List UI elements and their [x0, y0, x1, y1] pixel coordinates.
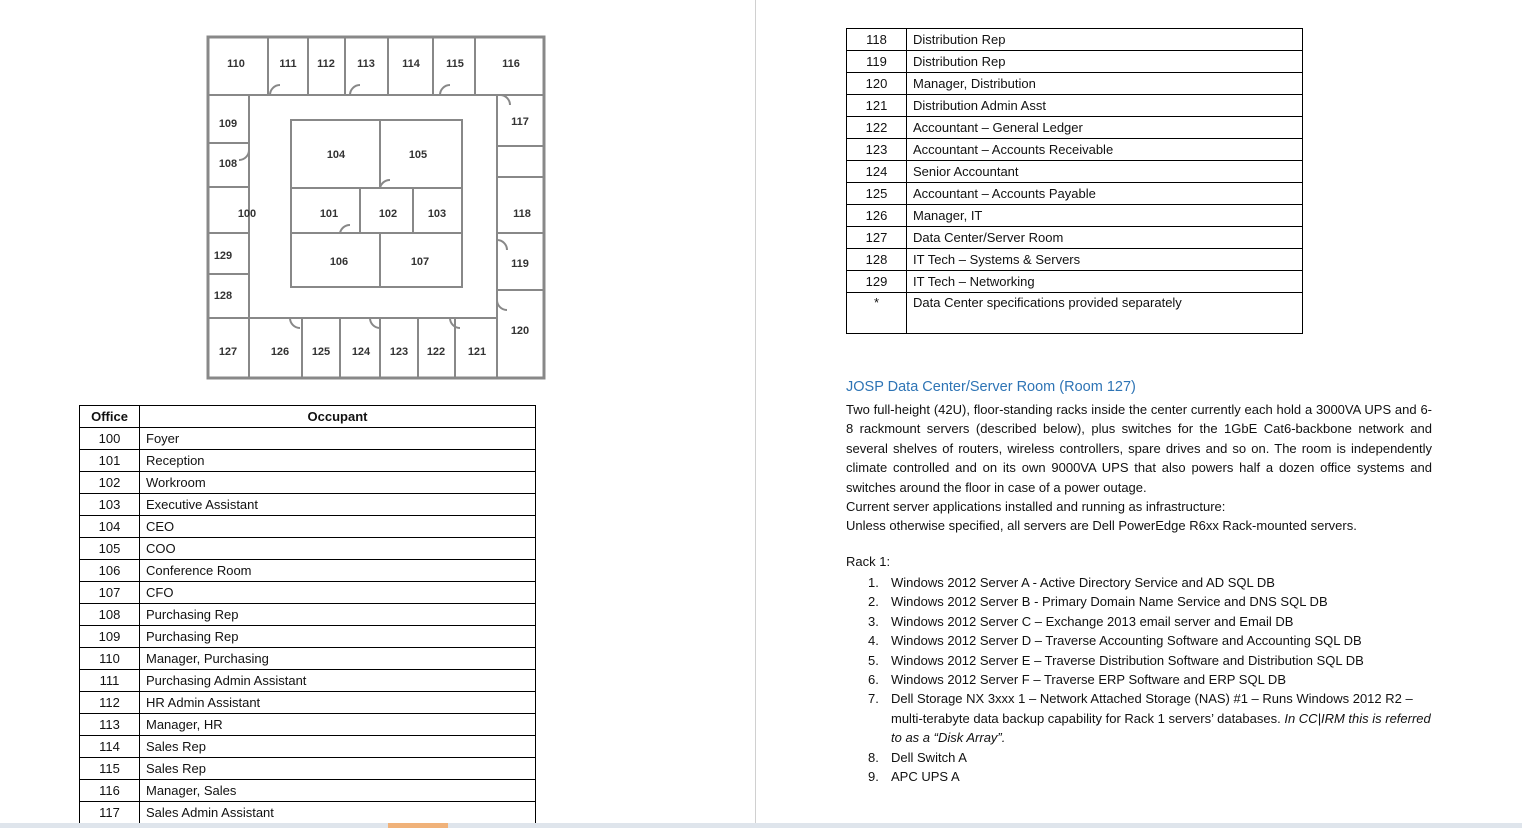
- rack-item-number: 7.: [868, 691, 879, 707]
- office-occupant: Manager, HR: [140, 714, 536, 736]
- table-row: [847, 293, 1303, 334]
- table-row: [80, 648, 536, 670]
- table-row: [80, 560, 536, 582]
- office-occupant: Accountant – General Ledger: [907, 117, 1303, 139]
- office-number: 102: [80, 472, 140, 494]
- rack-item-text: Windows 2012 Server B - Primary Domain Name Service and DNS SQL DB: [891, 594, 1328, 610]
- office-occupant: Data Center/Server Room: [907, 227, 1303, 249]
- office-occupant: Manager, Distribution: [907, 73, 1303, 95]
- office-occupant: Sales Rep: [140, 736, 536, 758]
- table-row: [80, 802, 536, 824]
- office-occupant: IT Tech – Networking: [907, 271, 1303, 293]
- rack-item-text: Windows 2012 Server E – Traverse Distribution Software and Distribution SQL DB: [891, 652, 1364, 668]
- rack-item-note: In CC|IRM this is referred to as a “Disk Array”.: [891, 710, 1431, 746]
- data-center-heading: JOSP Data Center/Server Room (Room 127): [846, 379, 1136, 395]
- rack-item-number: 1.: [868, 575, 879, 590]
- svg-text:118: 118: [513, 208, 531, 220]
- office-occupant: Manager, Purchasing: [140, 648, 536, 670]
- rack-item: [846, 592, 1432, 611]
- office-occupant-table-continued: [846, 28, 1303, 334]
- office-occupant: Accountant – Accounts Receivable: [907, 139, 1303, 161]
- office-occupant: COO: [140, 538, 536, 560]
- page-divider: [755, 0, 756, 828]
- office-occupant: Workroom: [140, 472, 536, 494]
- svg-text:125: 125: [311, 346, 331, 358]
- svg-text:115: 115: [446, 58, 464, 70]
- svg-text:104: 104: [326, 149, 346, 161]
- office-occupant: Sales Rep: [140, 758, 536, 780]
- rack-item-text: APC UPS A: [891, 769, 960, 785]
- office-number: 124: [847, 161, 907, 183]
- office-number: 106: [80, 560, 140, 582]
- rack-item-list: [846, 573, 1432, 786]
- office-number: 120: [847, 73, 907, 95]
- svg-text:122: 122: [426, 346, 446, 358]
- svg-text:129: 129: [213, 250, 233, 262]
- svg-text:113: 113: [357, 58, 375, 70]
- column-header-office: Office: [80, 406, 140, 428]
- floor-plan: [205, 35, 546, 380]
- office-occupant: Manager, Sales: [140, 780, 536, 802]
- svg-text:100: 100: [237, 208, 257, 220]
- svg-text:109: 109: [218, 118, 238, 130]
- window-bottom-bar: [0, 823, 1522, 828]
- office-occupant: Data Center specifications provided separately: [907, 293, 1303, 334]
- office-number: 122: [847, 117, 907, 139]
- data-center-description: [846, 400, 1432, 536]
- office-occupant: IT Tech – Systems & Servers: [907, 249, 1303, 271]
- office-number: 129: [847, 271, 907, 293]
- rack-item: [846, 631, 1432, 650]
- rack-item-text: Dell Storage NX 3xxx 1 – Network Attached Storage (NAS) #1 – Runs Windows 2012 R2 – multi-terabyte data backup capability for Rack 1 servers’ databases.: [891, 691, 1413, 726]
- office-number: 125: [847, 183, 907, 205]
- svg-text:110: 110: [227, 58, 245, 70]
- svg-text:124: 124: [351, 346, 371, 358]
- table-header-row: [80, 406, 536, 428]
- office-occupant: Conference Room: [140, 560, 536, 582]
- svg-text:114: 114: [402, 58, 420, 70]
- rack-item-text: Windows 2012 Server C – Exchange 2013 email server and Email DB: [891, 613, 1294, 629]
- svg-text:128: 128: [213, 290, 233, 302]
- table-row: [847, 117, 1303, 139]
- rack-item: [846, 573, 1432, 592]
- svg-text:111: 111: [279, 58, 297, 70]
- table-row: [80, 472, 536, 494]
- table-row: [80, 428, 536, 450]
- table-row: [847, 205, 1303, 227]
- office-number: 126: [847, 205, 907, 227]
- svg-text:116: 116: [502, 58, 520, 70]
- table-row: [847, 95, 1303, 117]
- rack-item: [846, 670, 1432, 689]
- table-row: [847, 73, 1303, 95]
- office-number: 101: [80, 450, 140, 472]
- office-number: 103: [80, 494, 140, 516]
- office-number: 110: [80, 648, 140, 670]
- office-occupant: Distribution Admin Asst: [907, 95, 1303, 117]
- table-row: [847, 29, 1303, 51]
- table-row: [847, 227, 1303, 249]
- rack-item-number: 4.: [868, 633, 879, 649]
- rack-item-number: 9.: [868, 769, 879, 785]
- servers-default-line: Unless otherwise specified, all servers are Dell PowerEdge R6xx Rack-mounted servers.: [846, 518, 1357, 534]
- table-row: [847, 249, 1303, 271]
- rack-item-text: Windows 2012 Server D – Traverse Accounting Software and Accounting SQL DB: [891, 633, 1362, 649]
- office-number: 119: [847, 51, 907, 73]
- table-row: [80, 626, 536, 648]
- office-occupant: Distribution Rep: [907, 29, 1303, 51]
- table-row: [80, 604, 536, 626]
- svg-text:121: 121: [467, 346, 487, 358]
- office-number: 108: [80, 604, 140, 626]
- rack-item-text: Windows 2012 Server A - Active Directory Service and AD SQL DB: [891, 575, 1275, 590]
- table-row: [847, 271, 1303, 293]
- office-occupant: CFO: [140, 582, 536, 604]
- office-occupant-table: [79, 405, 536, 824]
- office-number: 117: [80, 802, 140, 824]
- rack-title: Rack 1:: [846, 554, 891, 569]
- office-occupant: HR Admin Assistant: [140, 692, 536, 714]
- column-header-occupant: Occupant: [140, 406, 536, 428]
- svg-text:126: 126: [270, 346, 290, 358]
- svg-text:105: 105: [408, 149, 428, 161]
- table-row: [80, 582, 536, 604]
- server-apps-line: Current server applications installed and running as infrastructure:: [846, 499, 1226, 515]
- office-number: 123: [847, 139, 907, 161]
- rack-item-number: 8.: [868, 749, 879, 765]
- svg-text:107: 107: [410, 256, 430, 268]
- table-row: [80, 450, 536, 472]
- table-row: [847, 183, 1303, 205]
- table-row: [80, 714, 536, 736]
- table-row: [80, 692, 536, 714]
- svg-text:112: 112: [317, 58, 335, 70]
- office-number: 115: [80, 758, 140, 780]
- office-occupant: Foyer: [140, 428, 536, 450]
- rack-item: [846, 748, 1432, 767]
- rack-item: [846, 612, 1432, 631]
- office-number: 100: [80, 428, 140, 450]
- office-number: 111: [80, 670, 140, 692]
- svg-text:117: 117: [511, 116, 529, 128]
- svg-text:120: 120: [510, 325, 530, 337]
- rack-item: [846, 767, 1432, 786]
- svg-text:103: 103: [427, 208, 447, 220]
- table-row: [847, 139, 1303, 161]
- office-occupant: Executive Assistant: [140, 494, 536, 516]
- office-occupant: Purchasing Rep: [140, 626, 536, 648]
- table-row: [847, 51, 1303, 73]
- svg-text:101: 101: [319, 208, 339, 220]
- office-number: 127: [847, 227, 907, 249]
- office-occupant: Sales Admin Assistant: [140, 802, 536, 824]
- office-number: 109: [80, 626, 140, 648]
- office-number: 107: [80, 582, 140, 604]
- office-number: *: [847, 293, 907, 334]
- table-row: [80, 736, 536, 758]
- table-row: [80, 780, 536, 802]
- table-row: [80, 516, 536, 538]
- office-occupant: Senior Accountant: [907, 161, 1303, 183]
- svg-text:119: 119: [511, 258, 529, 270]
- office-occupant: Accountant – Accounts Payable: [907, 183, 1303, 205]
- office-occupant: Manager, IT: [907, 205, 1303, 227]
- office-number: 113: [80, 714, 140, 736]
- office-occupant: Purchasing Admin Assistant: [140, 670, 536, 692]
- rack-item-number: 6.: [868, 672, 879, 688]
- office-number: 112: [80, 692, 140, 714]
- office-occupant: CEO: [140, 516, 536, 538]
- office-occupant: Reception: [140, 450, 536, 472]
- office-number: 116: [80, 780, 140, 802]
- rack-item-text: Dell Switch A: [891, 749, 967, 765]
- svg-text:106: 106: [329, 256, 349, 268]
- rack-item-number: 3.: [868, 613, 879, 629]
- office-occupant: Distribution Rep: [907, 51, 1303, 73]
- rack-item: [846, 689, 1432, 747]
- rack-item: [846, 651, 1432, 670]
- table-row: [80, 494, 536, 516]
- office-number: 105: [80, 538, 140, 560]
- svg-text:102: 102: [378, 208, 398, 220]
- office-number: 118: [847, 29, 907, 51]
- rack-item-number: 5.: [868, 652, 879, 668]
- office-number: 128: [847, 249, 907, 271]
- office-occupant: Purchasing Rep: [140, 604, 536, 626]
- office-number: 114: [80, 736, 140, 758]
- data-center-paragraph: Two full-height (42U), floor-standing racks inside the center currently each hold a 3000VA UPS and 6-8 rackmount servers (described below), plus switches for the 1GbE Cat6-backbone network and several shelves of routers, wireless controllers, spare drives and so on. The room is independently climate controlled and on its own 9000VA UPS that also powers half a dozen office systems and switches around the floor in case of a power outage.: [846, 402, 1432, 495]
- table-row: [80, 758, 536, 780]
- svg-text:127: 127: [218, 346, 238, 358]
- table-row: [847, 161, 1303, 183]
- table-row: [80, 538, 536, 560]
- rack-item-number: 2.: [868, 594, 879, 610]
- office-number: 104: [80, 516, 140, 538]
- svg-text:108: 108: [218, 158, 238, 170]
- svg-text:123: 123: [389, 346, 409, 358]
- scroll-marker: [388, 823, 448, 828]
- rack-item-text: Windows 2012 Server F – Traverse ERP Software and ERP SQL DB: [891, 672, 1286, 688]
- office-number: 121: [847, 95, 907, 117]
- table-row: [80, 670, 536, 692]
